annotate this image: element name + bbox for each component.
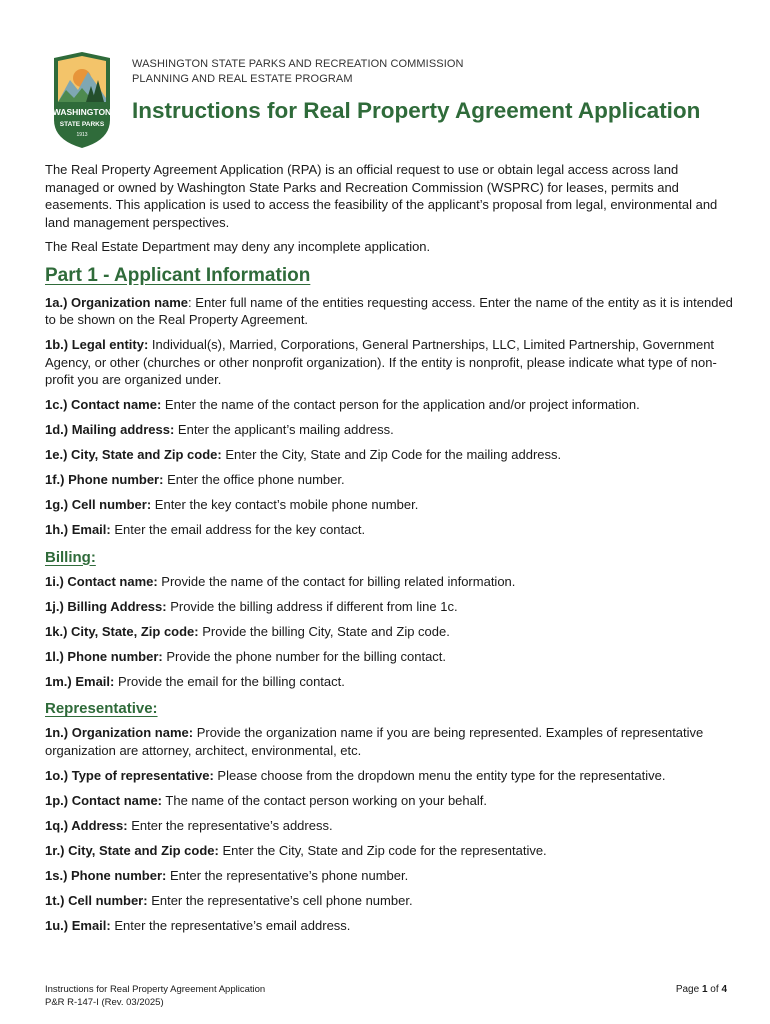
instruction-item-1a [45,294,735,329]
item-text: Provide the name of the contact for billing related information. [157,573,516,589]
item-text: Enter the representative’s phone number. [166,867,409,883]
instruction-item-1k [45,623,735,641]
page-of: of [707,984,722,995]
item-label: 1s.) Phone number: [45,867,167,883]
instruction-item-1m [45,673,735,691]
item-text: Provide the billing address if different from line 1c. [166,598,458,614]
instruction-item-1s [45,867,735,885]
item-text: Provide the phone number for the billing contact. [162,648,447,664]
item-text: Enter the name of the contact person for the application and/or project information. [161,397,640,412]
instruction-item-1f [45,471,735,489]
instruction-item-1t [45,892,735,910]
instruction-item-1q [45,817,735,835]
agency-name [132,57,464,87]
item-label: 1m.) Email: [45,673,115,689]
document-title: Instructions for Real Property Agreement Application [132,98,701,123]
document-body [45,161,735,942]
instruction-item-1l [45,648,735,666]
item-label: 1r.) City, State and Zip code: [45,842,219,858]
item-label: 1c.) Contact name: [45,397,162,412]
item-label: 1a.) Organization name [45,294,189,310]
agency-line-1: WASHINGTON STATE PARKS AND RECREATION COMMISSION [132,58,464,70]
page-current: 1 [701,984,708,995]
logo-text-washington: WASHINGTON [52,107,112,117]
item-text: Enter the City, State and Zip Code for the mailing address. [221,447,562,462]
page-total: 4 [721,984,727,995]
item-text: Enter the key contact’s mobile phone number. [151,497,419,512]
footer-form-number: P&R R-147-I (Rev. 03/2025) [45,997,164,1008]
instruction-item-1b [45,336,735,389]
logo-text-year: 1913 [76,132,88,138]
instruction-item-1u [45,917,735,935]
item-label: 1o.) Type of representative: [45,767,214,783]
billing-items [45,573,735,691]
footer-document-name: Instructions for Real Property Agreement Application [45,984,266,995]
instruction-item-1o [45,767,735,785]
billing-heading: Billing: [45,548,96,566]
item-text: Individual(s), Married, Corporations, General Partnerships, LLC, Limited Partnership, Government Agency, or other (churches or other nonprofit organization). If the entity is nonprofit, please indicate what type of non-profit you are organized under. [45,337,717,387]
item-label: 1l.) Phone number: [45,648,163,664]
item-text: : Enter full name of the entities requesting access. Enter the name of the entity as it is intended to be shown on the Real Property Agreement. [45,294,733,327]
item-label: 1n.) Organization name: [45,725,194,740]
item-text: Enter the email address for the key contact. [110,522,366,537]
item-text: Provide the organization name if you are being represented. Examples of representative organization are attorney, architect, environmental, etc. [45,725,704,758]
page-number [676,983,727,996]
item-text: Provide the email for the billing contact. [114,673,345,689]
item-text: Enter the representative’s address. [127,817,333,833]
instruction-item-1e [45,446,735,464]
item-label: 1b.) Legal entity: [45,337,149,352]
instruction-item-1p [45,792,735,810]
instruction-item-1d [45,421,735,439]
item-text: Provide the billing City, State and Zip code. [198,623,450,639]
representative-heading: Representative: [45,700,158,717]
item-text: Enter the office phone number. [163,472,345,487]
item-label: 1t.) Cell number: [45,892,148,908]
instruction-item-1h [45,521,735,539]
item-label: 1k.) City, State, Zip code: [45,623,199,639]
instruction-item-1c [45,396,735,414]
item-text: Enter the City, State and Zip code for the representative. [218,842,547,858]
item-label: 1d.) Mailing address: [45,422,175,437]
instruction-item-1j [45,598,735,616]
page-prefix: Page [675,984,702,995]
item-label: 1u.) Email: [45,917,111,933]
item-label: 1q.) Address: [45,817,128,833]
item-label: 1i.) Contact name: [45,573,158,589]
item-text: Enter the representative’s email address. [110,917,351,933]
item-label: 1g.) Cell number: [45,497,152,512]
item-label: 1f.) Phone number: [45,472,164,487]
item-label: 1p.) Contact name: [45,792,163,808]
item-label: 1h.) Email: [45,522,111,537]
intro-paragraph-2: The Real Estate Department may deny any incomplete application. [45,239,431,254]
logo-text-state-parks: STATE PARKS [59,121,105,128]
item-text: Enter the representative’s cell phone number. [147,892,413,908]
document-header [46,50,736,150]
item-label: 1j.) Billing Address: [45,598,167,614]
item-text: Enter the applicant’s mailing address. [174,422,394,437]
part-1-heading: Part 1 - Applicant Information [45,264,311,286]
washington-state-parks-logo [48,50,116,150]
item-label: 1e.) City, State and Zip code: [45,447,222,462]
instruction-item-1i [45,573,735,591]
representative-items [45,724,735,934]
intro-paragraph-1: The Real Property Agreement Application (RPA) is an official request to use or obtain legal access across land managed or owned by Washington State Parks and Recreation Commission (WSPRC) for leases, permits and easements. This application is used to access the feasibility of the applicant’s proposal from legal, environmental and land management perspectives. [45,162,718,230]
item-text: Please choose from the dropdown menu the entity type for the representative. [213,767,666,783]
instruction-item-1r [45,842,735,860]
agency-line-2: PLANNING AND REAL ESTATE PROGRAM [132,73,353,85]
page-footer [45,983,727,1009]
instruction-item-1g [45,496,735,514]
part-1-items [45,294,735,539]
instruction-item-1n [45,724,735,759]
item-text: The name of the contact person working on your behalf. [162,792,487,808]
